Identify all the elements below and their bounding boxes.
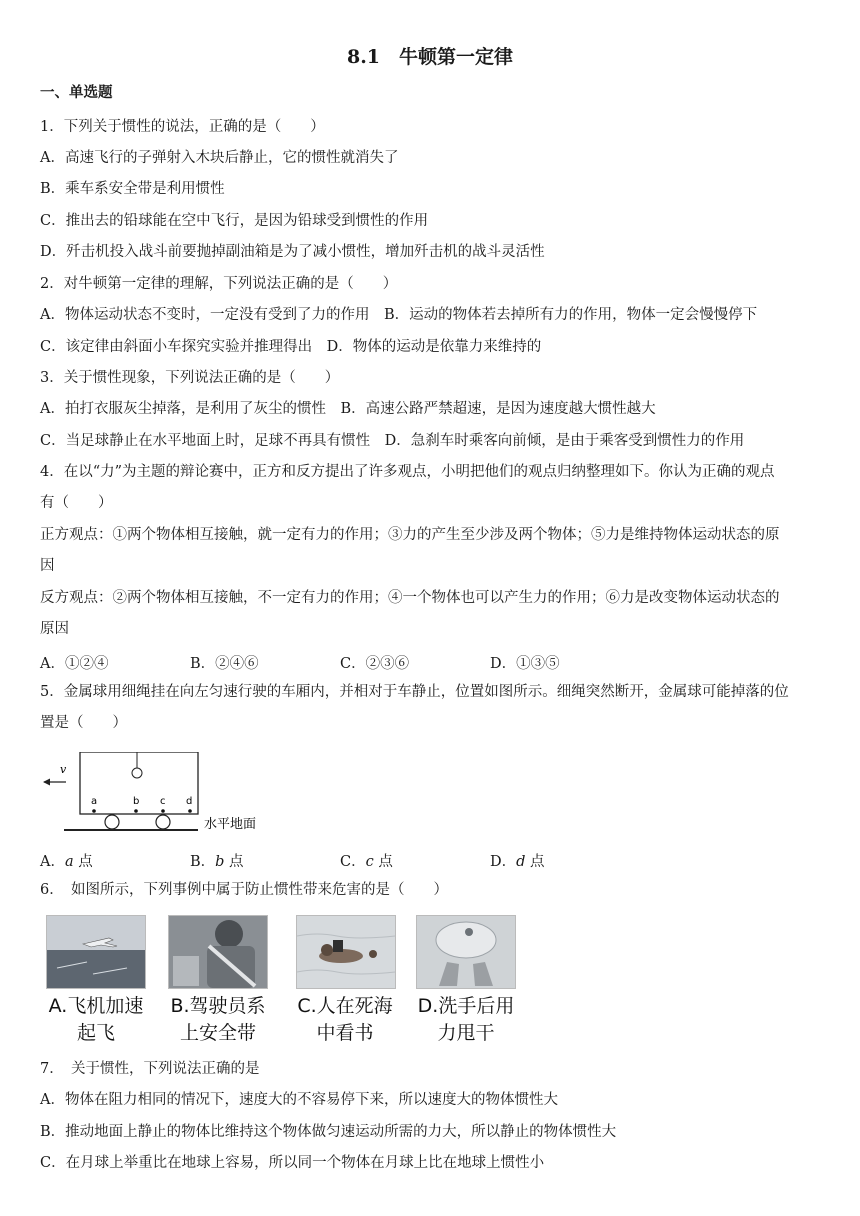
driver-head — [215, 920, 243, 948]
q4-con-line1: 反方观点：②两个物体相互接触，不一定有力的作用；④一个物体也可以产生力的作用；⑥力是改变物体运动状态的 — [40, 590, 780, 606]
q5-option-a-text: 点 — [73, 854, 93, 870]
q5-stem-line1: 5．金属球用细绳挂在向左匀速行驶的车厢内，并相对于车静止，位置如图所示。细绳突然断开，金属球可能掉落的位 — [40, 684, 789, 700]
q4-con-line2: 原因 — [40, 621, 69, 637]
caption-d-line1: D.洗手后用 — [417, 995, 515, 1017]
q4-option-a: A．①②④ — [40, 656, 109, 672]
q6-figure-row — [44, 915, 524, 1045]
q5-option-a — [40, 850, 190, 871]
photo-airplane-takeoff — [46, 915, 146, 989]
point-a — [92, 809, 96, 813]
q7-stem: 7． 关于惯性，下列说法正确的是 — [40, 1061, 260, 1077]
runway-deck — [47, 950, 145, 988]
q5-option-b — [190, 850, 340, 871]
dashboard — [173, 956, 199, 986]
photo-shaking-hands — [416, 915, 516, 989]
caption-c-line1: C.人在死海 — [297, 995, 393, 1017]
q5-option-d-text: 点 — [525, 854, 545, 870]
q4-option-b: B．②④⑥ — [190, 656, 259, 672]
point-a-label: a — [91, 796, 98, 807]
q4-stem-line2: 有（ ） — [40, 495, 113, 511]
q4-option-c: C．②③⑥ — [340, 656, 410, 672]
velocity-arrowhead — [43, 779, 50, 786]
sink-basin — [436, 922, 496, 958]
q2-stem: 2．对牛顿第一定律的理解，下列说法正确的是（ ） — [40, 276, 398, 292]
book-icon — [333, 940, 343, 952]
point-c-label: c — [160, 796, 166, 807]
q7-option-b: B．推动地面上静止的物体比维持这个物体做匀速运动所需的力大，所以静止的物体惯性大 — [40, 1124, 617, 1140]
q5-option-d — [490, 850, 640, 871]
caption-c — [285, 993, 405, 1047]
point-d — [188, 809, 192, 813]
q3-options-cd: C．当足球静止在水平地面上时，足球不再具有惯性 D．急刹车时乘客向前倾，是由于乘客受到惯性力的作用 — [40, 433, 745, 449]
caption-d — [406, 993, 526, 1047]
q2-options-cd: C．该定律由斜面小车探究实验并推理得出 D．物体的运动是依靠力来维持的 — [40, 339, 542, 355]
velocity-label: v — [60, 763, 67, 776]
q2-options-ab: A．物体运动状态不变时，一定没有受到了力的作用 B．运动的物体若去掉所有力的作用，物体一定会慢慢停下 — [40, 307, 758, 323]
metal-ball — [132, 768, 142, 778]
airplane-image — [47, 916, 145, 988]
q6-stem: 6． 如图所示，下列事例中属于防止惯性带来危害的是（ ） — [40, 882, 448, 898]
caption-c-line2: 中看书 — [316, 1022, 374, 1044]
q1-option-b: B．乘车系安全带是利用惯性 — [40, 181, 225, 197]
seatbelt-image — [169, 916, 267, 988]
second-person — [369, 950, 377, 958]
caption-a-line2: 起飞 — [76, 1022, 115, 1044]
q7-option-a: A．物体在阻力相同的情况下，速度大的不容易停下来，所以速度大的物体惯性大 — [40, 1092, 558, 1108]
q5-option-c-letter: C． — [340, 854, 366, 870]
q5-option-d-var: d — [516, 854, 526, 870]
q4-stem-line1: 4．在以“力”为主题的辩论赛中，正方和反方提出了许多观点，小明把他们的观点归纳整理如下。你认为正确的观点 — [40, 464, 775, 480]
q5-stem-line2: 置是（ ） — [40, 715, 127, 731]
ground-label: 水平地面 — [204, 817, 257, 832]
q4-pro-line2: 因 — [40, 558, 55, 574]
q5-option-b-text: 点 — [224, 854, 244, 870]
caption-b-line1: B.驾驶员系 — [170, 995, 266, 1017]
point-c — [161, 809, 165, 813]
point-d-label: d — [186, 796, 193, 807]
q5-option-c-text: 点 — [373, 854, 393, 870]
train-car-figure — [40, 752, 270, 838]
wheel-left — [105, 815, 119, 829]
q1-option-a: A．高速飞行的子弹射入木块后静止，它的惯性就消失了 — [40, 150, 399, 166]
hand-dry-image — [417, 916, 515, 988]
section-heading: 一、单选题 — [40, 84, 113, 101]
photo-dead-sea-reading — [296, 915, 396, 989]
q4-options — [40, 652, 640, 673]
q5-option-d-letter: D． — [490, 854, 517, 870]
q4-option-d: D．①③⑤ — [490, 656, 560, 672]
page-title: 8.1 牛顿第一定律 — [346, 46, 514, 68]
q5-option-c-var: c — [365, 854, 374, 870]
q7-option-c: C．在月球上举重比在地球上容易，所以同一个物体在月球上比在地球上惯性小 — [40, 1155, 545, 1171]
q5-option-a-letter: A． — [40, 854, 65, 870]
q5-options — [40, 850, 640, 871]
q5-option-c — [340, 850, 490, 871]
q3-options-ab: A．拍打衣服灰尘掉落，是利用了灰尘的惯性 B．高速公路严禁超速，是因为速度越大惯性越大 — [40, 401, 656, 417]
q5-option-a-var: a — [64, 854, 74, 870]
caption-b — [158, 993, 278, 1047]
photo-seatbelt — [168, 915, 268, 989]
caption-a-line1: A.飞机加速 — [48, 995, 144, 1017]
caption-a — [36, 993, 156, 1047]
train-car-diagram — [40, 752, 270, 838]
faucet-drain — [465, 928, 473, 936]
caption-d-line2: 力甩干 — [437, 1022, 495, 1044]
q5-option-b-letter: B． — [190, 854, 216, 870]
dead-sea-image — [297, 916, 395, 988]
point-b — [134, 809, 138, 813]
q4-pro-line1: 正方观点：①两个物体相互接触，就一定有力的作用；③力的产生至少涉及两个物体；⑤力是维持物体运动状态的原 — [40, 527, 780, 543]
q1-option-c: C．推出去的铅球能在空中飞行，是因为铅球受到惯性的作用 — [40, 213, 429, 229]
q5-option-b-var: b — [215, 854, 225, 870]
wheel-right — [156, 815, 170, 829]
q1-option-d: D．歼击机投入战斗前要抛掉副油箱是为了减小惯性，增加歼击机的战斗灵活性 — [40, 244, 545, 260]
point-b-label: b — [133, 796, 140, 807]
q3-stem: 3．关于惯性现象，下列说法正确的是（ ） — [40, 370, 340, 386]
q1-stem: 1．下列关于惯性的说法，正确的是（ ） — [40, 119, 325, 135]
caption-b-line2: 上安全带 — [179, 1022, 256, 1044]
person-head — [321, 944, 333, 956]
